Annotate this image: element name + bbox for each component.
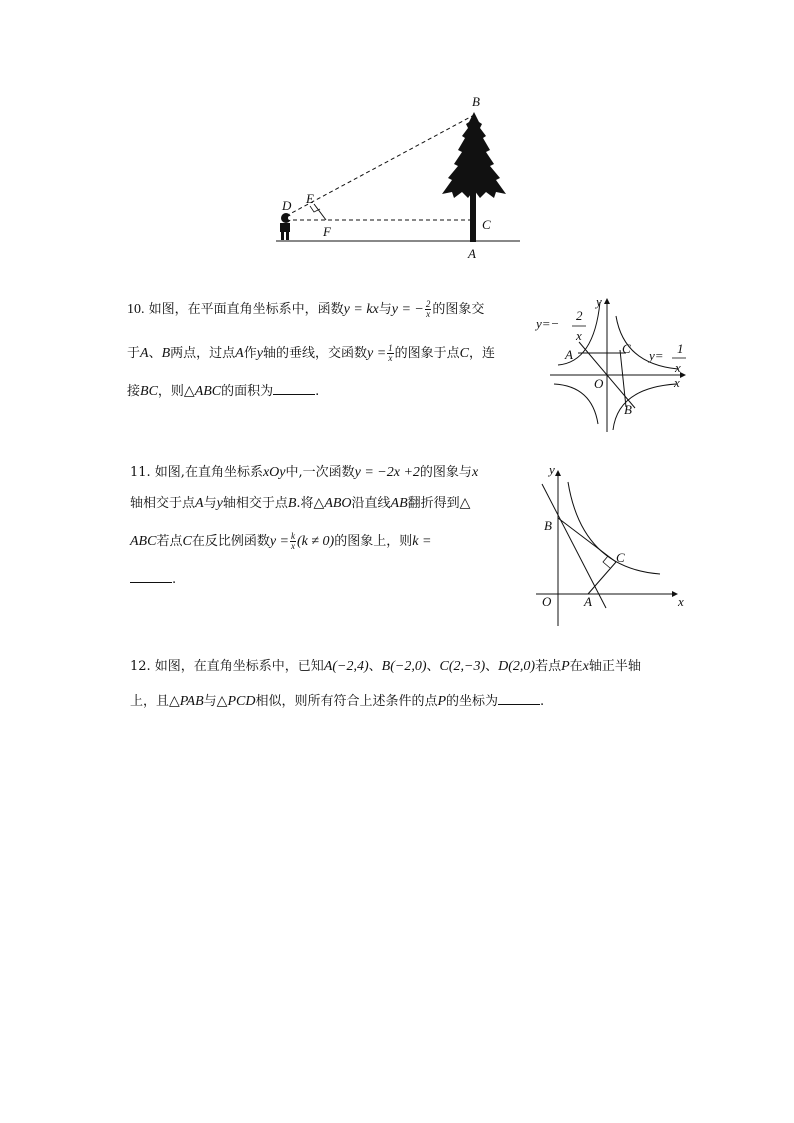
var-x: x xyxy=(471,465,479,480)
y-axis-arrow xyxy=(604,298,610,304)
text: 的图象与 xyxy=(419,465,472,480)
tree-figure xyxy=(268,92,530,262)
point-c: C xyxy=(459,346,470,361)
curve-1x-lower-left xyxy=(554,384,598,424)
triangle-symbol: △ xyxy=(216,694,228,709)
text: 、 xyxy=(148,346,162,361)
formula: y = −2x +2 xyxy=(354,465,420,480)
var-y: y xyxy=(256,346,263,361)
label-a: A xyxy=(468,246,476,261)
point-p: P xyxy=(561,659,570,674)
text: . xyxy=(315,384,320,399)
fraction: $\frac{1}{x}$ xyxy=(388,343,393,363)
text: 、 xyxy=(485,659,499,674)
text: . xyxy=(540,694,545,709)
problem-10-line-3 xyxy=(127,382,319,398)
triangle-symbol: △ xyxy=(459,496,471,511)
text: 沿直线 xyxy=(351,496,391,511)
text: 的图象交 xyxy=(432,302,485,317)
text: 的图象于点 xyxy=(394,346,460,361)
text: 12. 如图，在直角坐标系中，已知 xyxy=(130,659,324,674)
point-b: B xyxy=(287,496,297,511)
label-x: x xyxy=(674,375,680,390)
label-e: E xyxy=(306,191,314,206)
problem-10-line-1 xyxy=(127,300,484,319)
label-f: F xyxy=(323,224,331,239)
text: 轴的垂线，交函数 xyxy=(262,346,367,361)
text: 接 xyxy=(127,384,141,399)
problem-10-line-2 xyxy=(127,344,495,363)
text: 若点 xyxy=(535,659,562,674)
eq-right-num: 1 xyxy=(677,341,684,356)
line-bc xyxy=(620,350,626,407)
sight-line-db xyxy=(286,114,476,216)
label-y: y xyxy=(596,294,602,309)
text: 、 xyxy=(426,659,440,674)
point-c: C(2,−3) xyxy=(439,659,486,674)
point-a: A xyxy=(195,496,204,511)
formula: y = xyxy=(366,346,387,361)
text: 的面积为 xyxy=(221,384,274,399)
point-b: B xyxy=(161,346,171,361)
right-angle-mark xyxy=(310,206,320,212)
hyperbola-figure xyxy=(534,292,694,434)
text: 与 xyxy=(203,694,217,709)
triangle-pcd: PCD xyxy=(227,694,256,709)
label-b: B xyxy=(472,94,480,109)
point-c: C xyxy=(182,534,192,549)
point-b: B(−2,0) xyxy=(381,659,427,674)
label-c: C xyxy=(622,341,631,356)
point-a: A xyxy=(140,346,149,361)
label-c: C xyxy=(482,217,491,232)
problem-11-line-2 xyxy=(130,497,470,510)
label-o: O xyxy=(594,376,604,391)
label-y: y xyxy=(549,462,555,477)
label-d: D xyxy=(282,198,292,213)
tree-icon xyxy=(442,112,506,242)
label-a: A xyxy=(565,347,573,362)
segment-bc xyxy=(558,518,616,562)
segment-ef xyxy=(314,204,326,220)
formula: y = kx xyxy=(343,302,379,317)
problem-11-line-3 xyxy=(130,532,431,551)
text: 与 xyxy=(378,302,392,317)
text: 、 xyxy=(368,659,382,674)
point-d: D(2,0) xyxy=(498,659,536,674)
condition: (k ≠ 0) xyxy=(297,534,335,549)
text: 相似，则所有符合上述条件的点 xyxy=(255,694,438,709)
text: 若点 xyxy=(156,534,183,549)
text: 翻折得到 xyxy=(407,496,460,511)
point-p: P xyxy=(437,694,447,709)
text: 上，且 xyxy=(130,694,170,709)
eq-left-den: x xyxy=(576,328,582,343)
text: 作 xyxy=(243,346,257,361)
problem-11-line-1 xyxy=(130,466,478,479)
eq-right: y= xyxy=(649,348,664,363)
answer-blank[interactable] xyxy=(273,382,315,395)
var-y: y xyxy=(216,496,223,511)
triangle-symbol: △ xyxy=(169,694,180,709)
text: ，则 xyxy=(157,384,184,399)
text: 轴相交于点 xyxy=(130,496,196,511)
var-k: k = xyxy=(412,534,432,549)
text: 的坐标为 xyxy=(446,694,499,709)
coord-system: xOy xyxy=(262,465,286,480)
problem-12-line-2 xyxy=(130,692,544,708)
label-a: A xyxy=(584,594,592,609)
problem-11-line-4 xyxy=(130,570,176,586)
curve-neg-2x-lower-right xyxy=(613,384,676,430)
line-ab: AB xyxy=(390,496,408,511)
answer-blank[interactable] xyxy=(498,692,540,705)
point-a: A xyxy=(235,346,244,361)
text: 11. 如图,在直角坐标系 xyxy=(130,465,263,480)
fraction: $\frac{k}{x}$ xyxy=(291,531,295,551)
triangle-pab: PAB xyxy=(179,694,204,709)
eq-left-num: 2 xyxy=(576,308,583,323)
label-o: O xyxy=(542,594,552,609)
text: 两点，过点 xyxy=(170,346,236,361)
problem-number: 10. xyxy=(127,302,145,317)
linear-figure xyxy=(530,458,694,630)
formula: y = − xyxy=(391,302,424,317)
text: 轴正半轴 xyxy=(588,659,641,674)
text: 中,一次函数 xyxy=(285,465,355,480)
answer-blank[interactable] xyxy=(130,570,172,583)
fraction: $\frac{2}{x}$ xyxy=(425,299,431,319)
text: 在 xyxy=(569,659,583,674)
triangle-abc: ABC xyxy=(130,534,157,549)
text: 的图象上，则 xyxy=(334,534,413,549)
x-axis-arrow xyxy=(680,372,686,378)
formula: y = xyxy=(269,534,289,549)
triangle-abo: ABO xyxy=(324,496,352,511)
observer-icon xyxy=(280,213,292,240)
point-a: A(−2,4) xyxy=(323,659,369,674)
text: ，连 xyxy=(469,346,496,361)
triangle-symbol: △ xyxy=(183,384,195,399)
text: 于 xyxy=(127,346,141,361)
eq-right-den: x xyxy=(675,360,681,375)
problem-12-line-1 xyxy=(130,660,641,673)
text: 轴相交于点 xyxy=(222,496,288,511)
segment-ac xyxy=(588,562,616,594)
text: 如图，在平面直角坐标系中，函数 xyxy=(148,302,344,317)
segment-bc: BC xyxy=(140,384,158,399)
text: 与 xyxy=(203,496,217,511)
eq-left: y=− xyxy=(536,316,560,331)
y-axis-arrow xyxy=(555,470,561,476)
text: . xyxy=(172,572,177,587)
var-x: x xyxy=(582,659,589,674)
text: .将 xyxy=(296,496,314,511)
triangle-symbol: △ xyxy=(313,496,325,511)
text: 在反比例函数 xyxy=(191,534,270,549)
label-x: x xyxy=(678,594,684,609)
label-b: B xyxy=(544,518,552,533)
label-c: C xyxy=(616,550,625,565)
triangle-abc: ABC xyxy=(194,384,222,399)
label-b: B xyxy=(624,402,632,417)
